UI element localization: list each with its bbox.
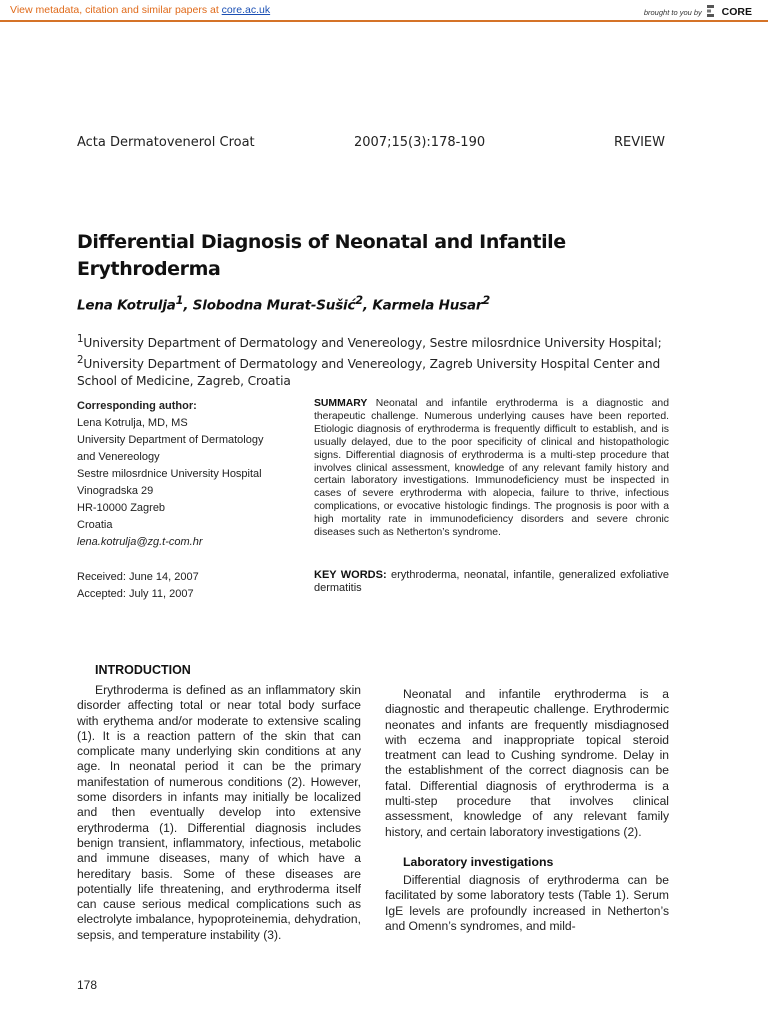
affiliation-mark: 2 bbox=[77, 355, 84, 367]
affiliation-mark: 1 bbox=[77, 334, 84, 345]
core-link[interactable]: core.ac.uk bbox=[221, 4, 271, 16]
author-name: Karmela Husar bbox=[372, 297, 483, 314]
keywords-text: erythroderma, neonatal, infantile, generalized exfoliative dermatitis bbox=[314, 569, 669, 594]
summary-block bbox=[314, 398, 669, 540]
summary-text: Neonatal and infantile erythroderma is a diagnostic and therapeutic challenge. Numerous underlying causes have been reported. Etiologic diagnosis of erythroderma is frequently difficult to establish, and is usually delayed, due to the poor specificity of clinical and histopathologic signs. Differential diagnosis of erythroderma is a multi-step procedure that involves clinical assessment, knowledge of any relevant family history and certain laboratory investigations. Immunodeficiency must be inspected in cases of severe erythroderma with alopecia, failure to thrive, infectious complications, or evocative histologic findings. The prognosis is poor with a high mortality rate in immunodeficiency disorders and severe chronic diseases such as Netherton’s syndrome. bbox=[314, 398, 669, 539]
corresponding-line: Sestre milosrdnice University Hospital bbox=[77, 468, 262, 480]
citation-info: 2007;15(3):178-190 bbox=[354, 135, 486, 150]
affiliation-1: University Department of Dermatology and Venereology, Sestre milosrdnice University Hospital; bbox=[83, 336, 662, 351]
author-list: Lena Kotrulja$^1$, Slobodna Murat-Sušić$^2$, Karmela Husar$^2$ bbox=[77, 294, 490, 314]
corresponding-line: University Department of Dermatology bbox=[77, 434, 264, 446]
author-affiliation-mark: 1 bbox=[175, 294, 184, 307]
body-paragraph: Neonatal and infantile erythroderma is a diagnostic and therapeutic challenge. Erythrodermic neonates and infants are frequently misdiagnosed with eczema and inappropriate topical steroid treatment can lead to Cushing syndrome. Delay in the establishment of the correct diagnosis can be fatal. Differential diagnosis of erythroderma is a multi-step procedure that involves clinical assessment, knowledge of any relevant family history, and certain laboratory investigations (2). bbox=[385, 687, 669, 839]
page-number: 178 bbox=[77, 978, 98, 992]
received-date: Received: June 14, 2007 bbox=[77, 571, 199, 583]
author-name: Lena Kotrulja bbox=[77, 297, 176, 314]
introduction-heading: INTRODUCTION bbox=[95, 663, 191, 677]
corresponding-author-block bbox=[77, 398, 287, 603]
core-branding[interactable] bbox=[644, 4, 752, 21]
corresponding-line: HR-10000 Zagreb bbox=[77, 502, 166, 514]
corresponding-author-heading: Corresponding author: bbox=[77, 400, 197, 412]
laboratory-heading: Laboratory investigations bbox=[403, 855, 554, 869]
summary-label: SUMMARY bbox=[314, 398, 368, 409]
article-title: Differential Diagnosis of Neonatal and Infantile Erythroderma bbox=[77, 231, 566, 280]
body-column-left bbox=[77, 683, 361, 943]
author-name: Slobodna Murat-Sušić bbox=[192, 297, 356, 314]
core-metadata-text: View metadata, citation and similar papers at bbox=[10, 4, 222, 16]
affiliation-2: University Department of Dermatology and Venereology, Zagreb University Hospital Center and School of Medicine, Zagreb, Croatia bbox=[77, 357, 661, 389]
corresponding-line: Lena Kotrulja, MD, MS bbox=[77, 417, 188, 429]
introduction-paragraph: Erythroderma is defined as an inflammatory skin disorder affecting total or near total body surface with erythema and/or moderate to extensive scaling (1). It is a reaction pattern of the skin that can complicate many underlying skin conditions at any age. In neonatal period it can be the primary manifestation of numerous conditions (2). However, some disorders in infants may initially be localized and then eventually develop into extensive erythroderma (1). Differential diagnosis includes benign transient, inflammatory, infectious, metabolic and immune diseases, many of which have a hereditary basis. Some of these diseases are potentially life threatening, and erythroderma itself can cause serious medical complications such as electrolyte imbalance, hypoproteinemia, dehydration, sepsis, and temperature instability (3). bbox=[77, 683, 361, 942]
laboratory-paragraph: Differential diagnosis of erythroderma can be facilitated by some laboratory tests (Table 1). Serum IgE levels are profoundly increased in Netherton’s and Omenn’s syndromes, and mild- bbox=[385, 873, 669, 933]
core-banner bbox=[0, 0, 768, 22]
keywords-label: KEY WORDS: bbox=[314, 569, 387, 581]
brought-to-you-text: brought to you by bbox=[643, 8, 702, 17]
affiliations bbox=[77, 331, 677, 390]
corresponding-line: Croatia bbox=[77, 519, 113, 531]
author-affiliation-mark: 2 bbox=[482, 294, 490, 307]
core-metadata-notice bbox=[10, 4, 270, 16]
keywords-block bbox=[314, 569, 669, 595]
corresponding-line: Vinogradska 29 bbox=[77, 485, 154, 497]
article-type: REVIEW bbox=[613, 135, 665, 150]
core-logo-text: CORE bbox=[721, 6, 752, 18]
corresponding-line: and Venereology bbox=[77, 451, 160, 463]
core-logo-icon bbox=[707, 4, 717, 21]
author-affiliation-mark: 2 bbox=[355, 294, 363, 307]
journal-name: Acta Dermatovenerol Croat bbox=[77, 135, 255, 150]
body-column-right bbox=[385, 687, 669, 840]
corresponding-email[interactable]: lena.kotrulja@zg.t-com.hr bbox=[77, 536, 203, 548]
spacer bbox=[77, 551, 287, 569]
body-column-right-continued bbox=[385, 873, 669, 934]
accepted-date: Accepted: July 11, 2007 bbox=[77, 588, 194, 600]
